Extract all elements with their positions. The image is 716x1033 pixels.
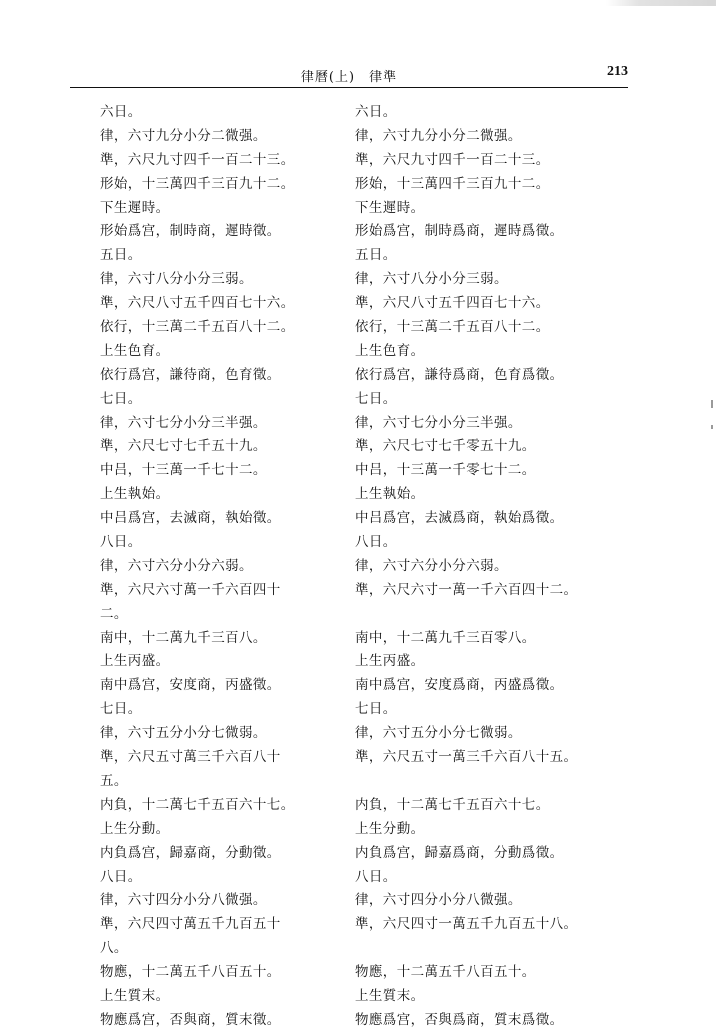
left-text-line: 内負爲宫，歸嘉商，分動徵。 (100, 844, 281, 861)
left-text-line: 上生執始。 (100, 486, 170, 503)
right-text-line: 準，六尺七寸七千零五十九。 (355, 438, 536, 455)
left-text-line: 上生丙盛。 (100, 653, 170, 670)
right-text-line: 準，六尺四寸一萬五千九百五十八。 (355, 916, 578, 933)
right-text-line: 形始爲宫，制時爲商，遲時爲徵。 (355, 223, 564, 240)
right-text-line: 上生分動。 (355, 820, 425, 837)
right-column-collated-text (355, 101, 635, 1033)
scan-edge-mark (711, 400, 713, 408)
left-text-line: 準，六尺四寸萬五千九百五十 (100, 916, 281, 933)
left-text-line: 七日。 (100, 390, 142, 407)
left-text-line: 八。 (100, 940, 128, 957)
right-text-line: 下生遲時。 (355, 199, 425, 216)
right-text-line: 上生丙盛。 (355, 653, 425, 670)
left-text-line: 上生分動。 (100, 820, 170, 837)
left-text-line: 物應，十二萬五千八百五十。 (100, 964, 281, 981)
right-text-line: 七日。 (355, 701, 397, 718)
left-text-line: 上生質末。 (100, 987, 170, 1004)
left-text-line: 依行，十三萬二千五百八十二。 (100, 319, 295, 336)
left-text-line: 八日。 (100, 868, 142, 885)
right-text-line: 律，六寸四分小分八微强。 (355, 892, 522, 909)
right-text-line: 六日。 (355, 104, 397, 120)
right-text-line: 律，六寸八分小分三弱。 (355, 271, 508, 288)
right-text-line: 律，六寸七分小分三半强。 (355, 414, 522, 431)
left-text-line: 準，六尺八寸五千四百七十六。 (100, 295, 295, 312)
right-text-line: 準，六尺八寸五千四百七十六。 (355, 295, 550, 312)
right-text-line: 物應，十二萬五千八百五十。 (355, 964, 536, 981)
right-text-line: 上生質末。 (355, 987, 425, 1004)
left-text-line: 準，六尺六寸萬一千六百四十 (100, 581, 281, 598)
left-text-line: 七日。 (100, 701, 142, 718)
left-text-line: 六日。 (100, 104, 142, 120)
right-text-line: 中吕，十三萬一千零七十二。 (355, 462, 536, 479)
left-column-original-text (72, 101, 322, 1033)
left-text-line: 南中爲宫，安度商，丙盛徵。 (100, 677, 281, 694)
right-text-line: 準，六尺五寸一萬三千六百八十五。 (355, 749, 578, 766)
left-text-line: 内負，十二萬七千五百六十七。 (100, 796, 295, 813)
running-title: 律曆(上) 律準 (300, 70, 398, 85)
left-text-line: 二。 (100, 605, 128, 622)
header-rule (70, 87, 628, 88)
right-text-line: 物應爲宫，否與爲商，質末爲徵。 (355, 1011, 564, 1028)
right-text-line: 依行，十三萬二千五百八十二。 (355, 319, 550, 336)
left-text-line: 五。 (100, 772, 128, 789)
right-text-line: 上生色育。 (355, 342, 425, 359)
left-text-line: 五日。 (100, 247, 142, 264)
right-text-line: 律，六寸九分小分二微强。 (355, 127, 522, 144)
left-text-line: 中吕，十三萬一千七十二。 (100, 462, 267, 479)
left-text-line: 律，六寸八分小分三弱。 (100, 271, 253, 288)
left-text-line: 物應爲宫，否與商，質末徵。 (100, 1011, 281, 1028)
scan-edge-shadow (606, 0, 716, 6)
page-number: 213 (607, 64, 628, 79)
left-text-line: 律，六寸六分小分六弱。 (100, 557, 253, 574)
left-text-line: 形始，十三萬四千三百九十二。 (100, 175, 295, 192)
right-text-line: 五日。 (355, 247, 397, 264)
left-text-line: 律，六寸九分小分二微强。 (100, 127, 267, 144)
page-header (70, 62, 628, 86)
right-text-line: 八日。 (355, 868, 397, 885)
right-text-line: 律，六寸五分小分七微弱。 (355, 725, 522, 742)
right-text-line: 上生執始。 (355, 486, 425, 503)
right-text-line: 依行爲宫，謙待爲商，色育爲徵。 (355, 366, 564, 383)
right-text-line: 南中，十二萬九千三百零八。 (355, 629, 536, 646)
left-text-line: 準，六尺九寸四千一百二十三。 (100, 151, 295, 168)
right-text-line: 内負爲宫，歸嘉爲商，分動爲徵。 (355, 844, 564, 861)
left-text-line: 中吕爲宫，去滅商，執始徵。 (100, 510, 281, 527)
left-text-line: 律，六寸五分小分七微弱。 (100, 725, 267, 742)
right-text-line: 七日。 (355, 390, 397, 407)
left-text-line: 律，六寸七分小分三半强。 (100, 414, 267, 431)
left-text-line: 依行爲宫，謙待商，色育徵。 (100, 366, 281, 383)
right-text-line: 八日。 (355, 534, 397, 551)
right-text-line: 中吕爲宫，去滅爲商，執始爲徵。 (355, 510, 564, 527)
left-text-line: 八日。 (100, 534, 142, 551)
left-text-line: 形始爲宫，制時商，遲時徵。 (100, 223, 281, 240)
scan-edge-mark (711, 425, 713, 429)
left-text-line: 準，六尺七寸七千五十九。 (100, 438, 267, 455)
right-text-line: 形始，十三萬四千三百九十二。 (355, 175, 550, 192)
right-text-line: 準，六尺六寸一萬一千六百四十二。 (355, 581, 578, 598)
right-text-line: 律，六寸六分小分六弱。 (355, 557, 508, 574)
left-text-line: 律，六寸四分小分八微强。 (100, 892, 267, 909)
left-text-line: 南中，十二萬九千三百八。 (100, 629, 267, 646)
right-text-line: 南中爲宫，安度爲商，丙盛爲徵。 (355, 677, 564, 694)
right-text-line: 内負，十二萬七千五百六十七。 (355, 796, 550, 813)
left-text-line: 下生遲時。 (100, 199, 170, 216)
right-text-line: 準，六尺九寸四千一百二十三。 (355, 151, 550, 168)
left-text-line: 準，六尺五寸萬三千六百八十 (100, 749, 281, 766)
left-text-line: 上生色育。 (100, 342, 170, 359)
